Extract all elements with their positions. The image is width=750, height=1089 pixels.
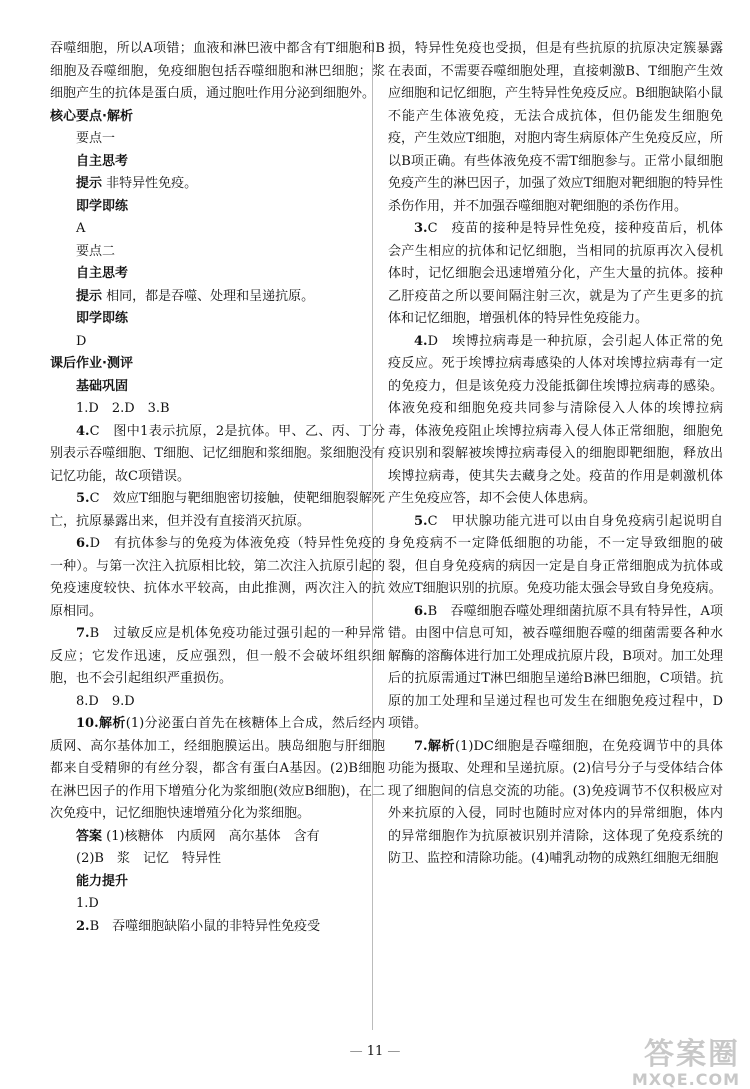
watermark-brand: 答案圈 [644, 1037, 740, 1072]
point-two-answer: D [76, 333, 87, 349]
answers-1-3: 1.D 2.D 3.B [76, 401, 170, 416]
question-number: 7. [76, 626, 90, 641]
question-number: 4. [414, 333, 428, 349]
point-two-practice-heading: 即学即练 [76, 311, 129, 326]
hint-text: 非特异性免疫。 [106, 176, 198, 191]
answer-block [50, 826, 385, 849]
point-two-think-heading: 自主思考 [76, 266, 129, 281]
point-one-title: 要点一 [76, 131, 116, 146]
ability-question-3 [388, 218, 723, 331]
hint-label: 提示 [76, 288, 103, 304]
point-two-hint [50, 286, 385, 309]
page-number-value: 11 [366, 1044, 384, 1059]
point-two-title: 要点二 [76, 243, 116, 259]
ability-question-4 [388, 331, 723, 511]
question-text: (1)分泌蛋白首先在核糖体上合成，然后经内质网、高尔基体加工，经细胞膜运出。胰岛细胞与肝细胞都来自受精卵的有丝分裂，都含有蛋白A基因。(2)B细胞在淋巴因子的作用下增殖分化为浆细胞(效应B细胞)，在二次免疫中，记忆细胞快速增殖分化为浆细胞。 [50, 716, 385, 821]
answer-line-1: (1)核糖体 内质网 高尔基体 含有 [106, 828, 320, 844]
core-section-title: 核心要点·解析 [50, 108, 133, 124]
question-7 [50, 623, 385, 691]
ability-question-2-continued: 损，特异性免疫也受损，但是有些抗原的抗原决定簇暴露在表面，不需要吞噬细胞处理，直接刺激B、T细胞产生效应细胞和记忆细胞，产生特异性免疫反应。B细胞缺陷小鼠不能产生体液免疫，无法合成抗体，但仍能发生细胞免疫，产生效应T细胞，对胞内寄生病原体产生免疫反应，所以B项正确。有些体液免疫不需T细胞参与。正常小鼠细胞免疫产生的淋巴因子，加强了效应T细胞对靶细胞的特异性杀伤作用，并不加强吞噬细胞对靶细胞的杀伤作用。 [388, 41, 723, 214]
ability-section-title: 能力提升 [76, 873, 129, 889]
question-text: C 图中1表示抗原，2是抗体。甲、乙、丙、丁分别表示吞噬细胞、T细胞、记忆细胞和浆细胞。浆细胞没有记忆功能，故C项错误。 [50, 423, 385, 484]
question-text: C 效应T细胞与靶细胞密切接触，使靶细胞裂解死亡，抗原暴露出来，但并没有直接消灭抗原。 [50, 491, 385, 529]
question-4 [50, 421, 385, 489]
hint-label: 提示 [76, 176, 103, 191]
answer-line-2: (2)B 浆 记忆 特异性 [76, 851, 221, 866]
question-number: 4. [76, 423, 90, 439]
question-text: C 甲状腺功能亢进可以由自身免疫病引起说明自身免疫病不一定降低细胞的功能，不一定导致细胞的破裂，但自身免疫病的病因一定是自身正常细胞成为抗体或效应T细胞识别的抗原。免疫功能太强会导致自身免疫病。 [388, 513, 723, 596]
ability-question-7 [388, 736, 723, 871]
point-one-answer: A [76, 221, 86, 236]
page-dash-right: — [387, 1044, 401, 1059]
watermark-url: MXQE.COM [631, 1070, 740, 1089]
analysis-label: 解析 [98, 716, 126, 731]
ability-question-5 [388, 511, 723, 601]
left-column [50, 38, 385, 938]
homework-section-title: 课后作业·测评 [50, 356, 133, 371]
question-number: 10. [76, 716, 99, 731]
question-text: D 埃博拉病毒是一种抗原，会引起人体正常的免疫反应。死于埃博拉病毒感染的人体对埃博拉病毒有一定的免疫力，但是该免疫力没能抵御住埃博拉病毒的感染。体液免疫和细胞免疫共同参与清除侵入人体的埃博拉病毒，体液免疫阻止埃博拉病毒入侵人体正常细胞，细胞免疫识别和裂解被埃博拉病毒侵入的细胞即靶细胞，释放出埃博拉病毒，使其失去藏身之处。疫苗的作用是刺激机体产生免疫应答，却不会使人体患病。 [388, 333, 723, 506]
watermark-logo [631, 1037, 740, 1089]
point-one-think-heading: 自主思考 [76, 153, 129, 169]
question-text: D 有抗体参与的免疫为体液免疫（特异性免疫的一种）。与第一次注入抗原相比较，第二次注入抗原引起的免疫速度较快、抗体水平较高，由此推测，两次注入的抗原相同。 [50, 536, 385, 619]
ability-question-2 [50, 916, 385, 939]
intro-paragraph: 吞噬细胞，所以A项错；血液和淋巴液中都含有T细胞和B细胞及吞噬细胞，免疫细胞包括吞噬细胞和淋巴细胞；浆细胞产生的抗体是蛋白质，通过胞吐作用分泌到细胞外。 [50, 41, 385, 101]
hint-text: 相同，都是吞噬、处理和呈递抗原。 [106, 288, 315, 304]
question-text: B 吞噬细胞吞噬处理细菌抗原不具有特异性，A项错。由图中信息可知，被吞噬细胞吞噬的细菌需要各种水解酶的溶酶体进行加工处理成抗原片段，B项对。加工处理后的抗原需通过T淋巴细胞呈递给B淋巴细胞，C项错。抗原的加工处理和呈递过程也可发生在细胞免疫过程中，D项错。 [388, 603, 723, 731]
question-text: C 疫苗的接种是特异性免疫，接种疫苗后，机体会产生相应的抗体和记忆细胞，当相同的抗原再次入侵机体时，记忆细胞会迅速增殖分化，产生大量的抗体。接种乙肝疫苗之所以要间隔注射三次，就是为了产生更多的抗体和记忆细胞，增强机体的特异性免疫能力。 [388, 221, 723, 326]
question-number: 6. [414, 603, 428, 619]
question-5 [50, 488, 385, 533]
right-column [388, 38, 723, 871]
question-number: 6. [76, 536, 90, 551]
question-text: B 过敏反应是机体免疫功能过强引起的一种异常反应；它发作迅速，反应强烈，但一般不会破坏组织细胞，也不会引起组织严重损伤。 [50, 626, 385, 686]
point-one-hint [50, 173, 385, 196]
basic-section-title: 基础巩固 [76, 378, 129, 394]
page-dash-left: — [349, 1044, 363, 1059]
answer-label: 答案 [76, 828, 103, 844]
question-number: 7. [414, 738, 428, 754]
question-number: 5. [414, 513, 428, 529]
question-text: (1)DC细胞是吞噬细胞，在免疫调节中的具体功能为摄取、处理和呈递抗原。(2)信号分子与受体结合体现了细胞间的信息交流的功能。(3)免疫调节不仅积极应对外来抗原的入侵，同时也随时应对体内的异常细胞，体内的异常细胞作为抗原被识别并清除，这体现了免疫系统的防卫、监控和清除功能。(4)哺乳动物的成熟红细胞无细胞 [388, 738, 723, 866]
ability-answer-1: 1.D [76, 896, 99, 911]
question-6 [50, 533, 385, 623]
analysis-label: 解析 [427, 738, 456, 754]
question-10 [50, 713, 385, 826]
point-one-practice-heading: 即学即练 [76, 198, 129, 214]
question-number: 3. [414, 221, 428, 236]
ability-question-6 [388, 601, 723, 736]
answers-8-9: 8.D 9.D [76, 693, 135, 709]
question-number: 2. [76, 918, 90, 934]
question-text: B 吞噬细胞缺陷小鼠的非特异性免疫受 [89, 918, 321, 934]
question-number: 5. [76, 491, 90, 506]
